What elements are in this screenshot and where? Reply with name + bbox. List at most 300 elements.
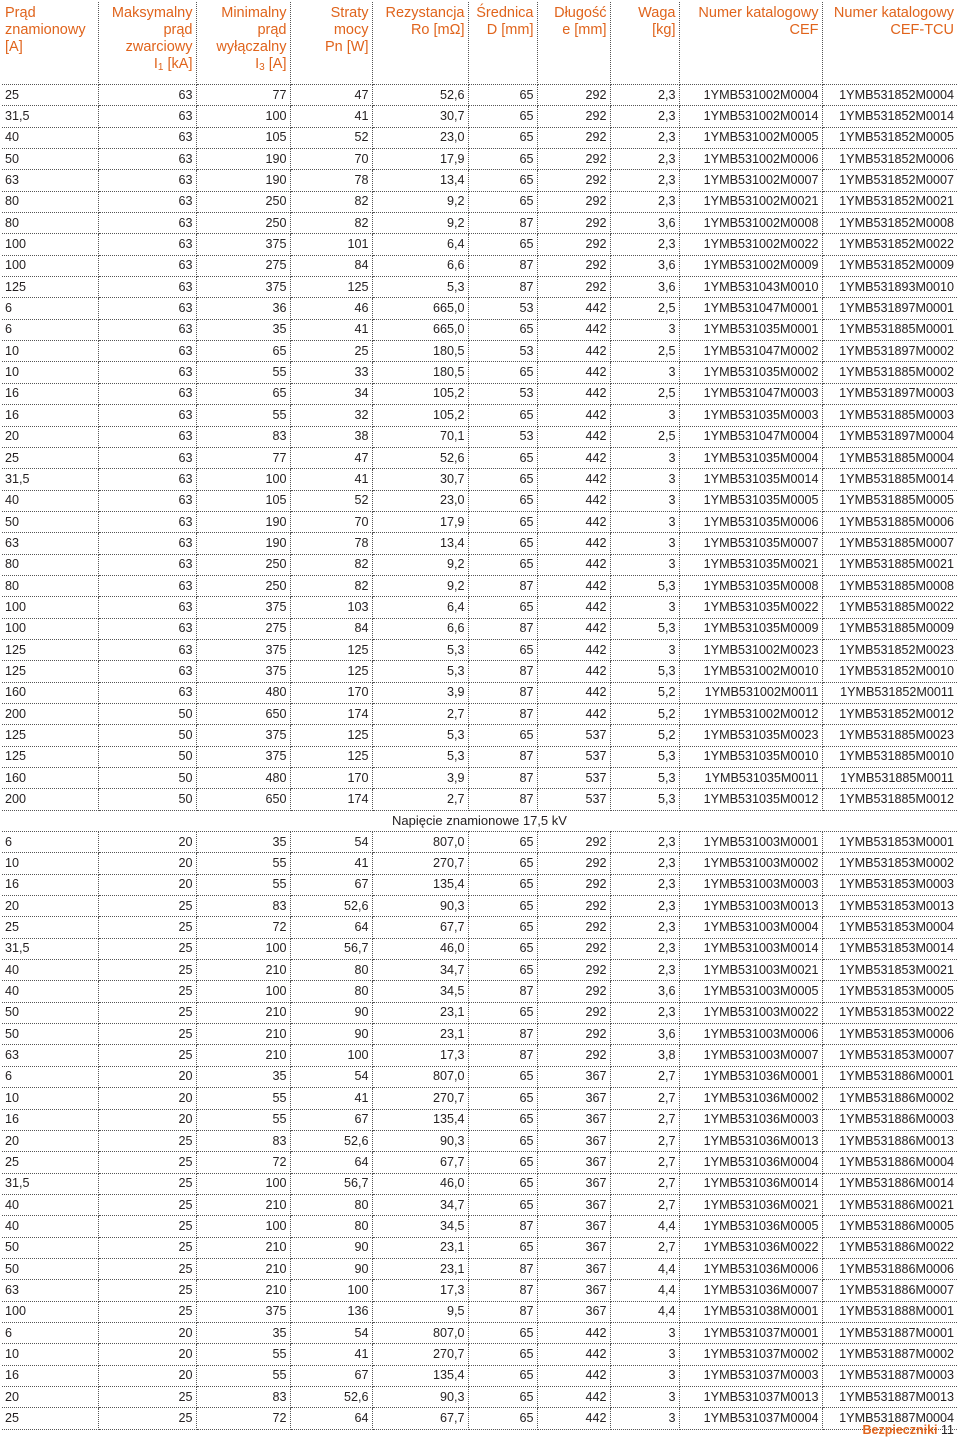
table-cell: 80 xyxy=(290,1216,372,1237)
table-row xyxy=(2,789,957,810)
table-cell: 1YMB531852M0009 xyxy=(822,255,957,276)
table-cell: 63 xyxy=(2,533,98,554)
table-cell: 3 xyxy=(610,533,679,554)
table-cell: 250 xyxy=(196,191,290,212)
table-cell: 83 xyxy=(196,1130,290,1151)
table-row xyxy=(2,106,957,127)
table-cell: 80 xyxy=(2,191,98,212)
table-cell: 64 xyxy=(290,1152,372,1173)
table-cell: 41 xyxy=(290,319,372,340)
table-cell: 3,6 xyxy=(610,213,679,234)
table-cell: 1YMB531852M0022 xyxy=(822,234,957,255)
table-cell: 3 xyxy=(610,405,679,426)
table-cell: 367 xyxy=(537,1109,610,1130)
table-cell: 9,2 xyxy=(372,191,468,212)
table-row xyxy=(2,725,957,746)
table-cell: 9,2 xyxy=(372,554,468,575)
table-cell: 1YMB531886M0014 xyxy=(822,1173,957,1194)
table-cell: 34,5 xyxy=(372,981,468,1002)
header-line: Pn [W] xyxy=(324,39,369,55)
table-cell: 5,3 xyxy=(372,746,468,767)
table-cell: 292 xyxy=(537,896,610,917)
table-cell: 5,3 xyxy=(372,661,468,682)
table-cell: 2,3 xyxy=(610,1002,679,1023)
table-cell: 1YMB531897M0001 xyxy=(822,298,957,319)
table-cell: 125 xyxy=(2,746,98,767)
table-cell: 30,7 xyxy=(372,106,468,127)
table-cell: 6,4 xyxy=(372,597,468,618)
table-cell: 1YMB531885M0009 xyxy=(822,618,957,639)
table-cell: 292 xyxy=(537,191,610,212)
table-cell: 80 xyxy=(2,554,98,575)
table-cell: 367 xyxy=(537,1216,610,1237)
table-cell: 442 xyxy=(537,618,610,639)
table-cell: 1YMB531037M0003 xyxy=(679,1365,822,1386)
table-cell: 6 xyxy=(2,832,98,853)
table-cell: 2,3 xyxy=(610,832,679,853)
table-cell: 270,7 xyxy=(372,853,468,874)
table-cell: 2,7 xyxy=(372,789,468,810)
table-cell: 9,5 xyxy=(372,1301,468,1322)
table-cell: 2,7 xyxy=(610,1109,679,1130)
table-cell: 65 xyxy=(196,383,290,404)
table-cell: 41 xyxy=(290,1088,372,1109)
table-cell: 65 xyxy=(468,853,537,874)
table-cell: 65 xyxy=(468,1088,537,1109)
table-cell: 40 xyxy=(2,1194,98,1215)
table-cell: 25 xyxy=(98,1152,196,1173)
table-row xyxy=(2,319,957,340)
table-cell: 50 xyxy=(2,1002,98,1023)
table-cell: 46,0 xyxy=(372,938,468,959)
table-cell: 1YMB531002M0023 xyxy=(679,639,822,660)
table-cell: 367 xyxy=(537,1301,610,1322)
table-cell: 292 xyxy=(537,277,610,298)
table-cell: 3 xyxy=(610,597,679,618)
table-cell: 1YMB531036M0003 xyxy=(679,1109,822,1130)
table-cell: 367 xyxy=(537,1237,610,1258)
table-cell: 56,7 xyxy=(290,938,372,959)
table-cell: 20 xyxy=(98,853,196,874)
table-cell: 87 xyxy=(468,213,537,234)
table-cell: 442 xyxy=(537,1365,610,1386)
table-cell: 1YMB531853M0006 xyxy=(822,1024,957,1045)
table-cell: 82 xyxy=(290,191,372,212)
table-cell: 3 xyxy=(610,1408,679,1429)
table-cell: 20 xyxy=(98,1109,196,1130)
column-header xyxy=(537,2,610,85)
table-cell: 65 xyxy=(468,554,537,575)
table-cell: 63 xyxy=(98,85,196,106)
table-row xyxy=(2,1344,957,1365)
table-cell: 105,2 xyxy=(372,405,468,426)
table-row xyxy=(2,447,957,468)
table-cell: 1YMB531853M0022 xyxy=(822,1002,957,1023)
table-row xyxy=(2,383,957,404)
header-line: [kg] xyxy=(652,22,676,38)
table-cell: 1YMB531003M0005 xyxy=(679,981,822,1002)
table-cell: 270,7 xyxy=(372,1088,468,1109)
table-cell: 5,3 xyxy=(372,277,468,298)
table-cell: 65 xyxy=(468,725,537,746)
table-cell: 87 xyxy=(468,768,537,789)
table-cell: 2,7 xyxy=(610,1237,679,1258)
table-cell: 6 xyxy=(2,319,98,340)
table-cell: 442 xyxy=(537,447,610,468)
table-cell: 1YMB531887M0002 xyxy=(822,1344,957,1365)
table-cell: 442 xyxy=(537,533,610,554)
table-cell: 3 xyxy=(610,1322,679,1343)
table-cell: 6 xyxy=(2,298,98,319)
table-row xyxy=(2,896,957,917)
table-cell: 63 xyxy=(98,405,196,426)
table-cell: 55 xyxy=(196,1088,290,1109)
table-cell: 63 xyxy=(98,618,196,639)
table-cell: 67,7 xyxy=(372,1408,468,1429)
table-cell: 100 xyxy=(2,1301,98,1322)
table-cell: 80 xyxy=(2,575,98,596)
table-row xyxy=(2,1109,957,1130)
table-cell: 537 xyxy=(537,789,610,810)
table-cell: 52,6 xyxy=(372,447,468,468)
table-cell: 292 xyxy=(537,234,610,255)
table-cell: 25 xyxy=(98,1408,196,1429)
table-cell: 5,2 xyxy=(610,725,679,746)
table-cell: 25 xyxy=(2,1152,98,1173)
table-cell: 1YMB531897M0002 xyxy=(822,341,957,362)
table-cell: 1YMB531036M0002 xyxy=(679,1088,822,1109)
table-cell: 1YMB531036M0013 xyxy=(679,1130,822,1151)
table-cell: 100 xyxy=(290,1280,372,1301)
table-cell: 80 xyxy=(290,1194,372,1215)
table-cell: 1YMB531035M0007 xyxy=(679,533,822,554)
table-cell: 16 xyxy=(2,874,98,895)
table-cell: 80 xyxy=(290,981,372,1002)
table-cell: 50 xyxy=(2,1237,98,1258)
table-row xyxy=(2,554,957,575)
table-cell: 77 xyxy=(196,85,290,106)
table-cell: 16 xyxy=(2,1109,98,1130)
header-line: wyłączalny xyxy=(216,39,287,55)
table-cell: 100 xyxy=(2,255,98,276)
table-cell: 180,5 xyxy=(372,362,468,383)
table-cell: 70,1 xyxy=(372,426,468,447)
header-line: Straty xyxy=(330,5,369,21)
table-cell: 135,4 xyxy=(372,1365,468,1386)
table-cell: 442 xyxy=(537,319,610,340)
fuse-spec-table xyxy=(2,2,957,1430)
table-cell: 367 xyxy=(537,1130,610,1151)
table-row xyxy=(2,1237,957,1258)
table-cell: 3,9 xyxy=(372,682,468,703)
table-cell: 6,6 xyxy=(372,618,468,639)
table-cell: 292 xyxy=(537,917,610,938)
table-cell: 31,5 xyxy=(2,106,98,127)
table-cell: 41 xyxy=(290,469,372,490)
table-cell: 41 xyxy=(290,853,372,874)
table-cell: 25 xyxy=(98,1024,196,1045)
table-cell: 2,3 xyxy=(610,85,679,106)
table-cell: 537 xyxy=(537,768,610,789)
table-cell: 292 xyxy=(537,1002,610,1023)
table-cell: 125 xyxy=(2,639,98,660)
table-cell: 25 xyxy=(98,1002,196,1023)
table-cell: 9,2 xyxy=(372,213,468,234)
table-cell: 2,3 xyxy=(610,170,679,191)
table-cell: 64 xyxy=(290,1408,372,1429)
table-cell: 1YMB531853M0021 xyxy=(822,960,957,981)
table-row xyxy=(2,1408,957,1429)
table-cell: 63 xyxy=(98,213,196,234)
table-cell: 3,6 xyxy=(610,981,679,1002)
table-cell: 1YMB531886M0022 xyxy=(822,1237,957,1258)
table-cell: 84 xyxy=(290,255,372,276)
table-cell: 1YMB531035M0003 xyxy=(679,405,822,426)
table-cell: 1YMB531035M0021 xyxy=(679,554,822,575)
table-cell: 1YMB531037M0004 xyxy=(679,1408,822,1429)
table-row xyxy=(2,277,957,298)
table-cell: 1YMB531852M0007 xyxy=(822,170,957,191)
table-cell: 292 xyxy=(537,255,610,276)
table-cell: 35 xyxy=(196,1322,290,1343)
table-cell: 63 xyxy=(98,319,196,340)
table-cell: 63 xyxy=(98,533,196,554)
table-cell: 20 xyxy=(2,426,98,447)
table-row xyxy=(2,618,957,639)
table-cell: 83 xyxy=(196,896,290,917)
table-cell: 1YMB531036M0021 xyxy=(679,1194,822,1215)
table-cell: 1YMB531886M0007 xyxy=(822,1280,957,1301)
column-header xyxy=(610,2,679,85)
table-cell: 41 xyxy=(290,106,372,127)
table-cell: 100 xyxy=(2,618,98,639)
header-symbol: I xyxy=(153,56,158,72)
table-cell: 25 xyxy=(98,1301,196,1322)
table-cell: 1YMB531003M0013 xyxy=(679,896,822,917)
table-cell: 103 xyxy=(290,597,372,618)
table-cell: 2,3 xyxy=(610,127,679,148)
table-cell: 90 xyxy=(290,1237,372,1258)
table-cell: 63 xyxy=(98,426,196,447)
table-cell: 367 xyxy=(537,1088,610,1109)
table-cell: 20 xyxy=(2,1130,98,1151)
table-row xyxy=(2,511,957,532)
table-cell: 70 xyxy=(290,149,372,170)
table-cell: 20 xyxy=(98,1066,196,1087)
page-number: 11 xyxy=(941,1423,954,1437)
table-cell: 63 xyxy=(98,639,196,660)
table-cell: 1YMB531003M0001 xyxy=(679,832,822,853)
table-cell: 1YMB531003M0006 xyxy=(679,1024,822,1045)
table-row xyxy=(2,127,957,148)
table-cell: 170 xyxy=(290,682,372,703)
table-row xyxy=(2,1152,957,1173)
table-cell: 55 xyxy=(196,362,290,383)
table-cell: 1YMB531852M0010 xyxy=(822,661,957,682)
table-cell: 2,5 xyxy=(610,383,679,404)
table-cell: 210 xyxy=(196,1258,290,1279)
table-cell: 5,3 xyxy=(610,746,679,767)
table-cell: 1YMB531886M0002 xyxy=(822,1088,957,1109)
table-cell: 1YMB531885M0005 xyxy=(822,490,957,511)
table-cell: 210 xyxy=(196,1194,290,1215)
table-cell: 1YMB531852M0004 xyxy=(822,85,957,106)
header-line: Prąd xyxy=(5,5,36,21)
table-row xyxy=(2,298,957,319)
table-cell: 1YMB531002M0006 xyxy=(679,149,822,170)
table-cell: 65 xyxy=(468,511,537,532)
table-cell: 20 xyxy=(98,874,196,895)
table-cell: 63 xyxy=(98,149,196,170)
table-cell: 87 xyxy=(468,575,537,596)
table-cell: 270,7 xyxy=(372,1344,468,1365)
table-cell: 25 xyxy=(98,960,196,981)
table-row xyxy=(2,661,957,682)
table-row xyxy=(2,170,957,191)
table-cell: 1YMB531035M0014 xyxy=(679,469,822,490)
table-cell: 1YMB531036M0007 xyxy=(679,1280,822,1301)
table-cell: 125 xyxy=(2,725,98,746)
table-cell: 1YMB531002M0008 xyxy=(679,213,822,234)
table-cell: 54 xyxy=(290,1322,372,1343)
table-cell: 40 xyxy=(2,981,98,1002)
table-cell: 63 xyxy=(98,597,196,618)
table-cell: 63 xyxy=(98,191,196,212)
table-cell: 275 xyxy=(196,618,290,639)
table-cell: 1YMB531897M0003 xyxy=(822,383,957,404)
table-cell: 35 xyxy=(196,832,290,853)
table-cell: 35 xyxy=(196,319,290,340)
table-cell: 31,5 xyxy=(2,938,98,959)
table-cell: 65 xyxy=(468,896,537,917)
table-cell: 17,9 xyxy=(372,149,468,170)
table-cell: 1YMB531852M0014 xyxy=(822,106,957,127)
table-cell: 1YMB531035M0012 xyxy=(679,789,822,810)
table-cell: 20 xyxy=(98,1088,196,1109)
table-cell: 25 xyxy=(98,917,196,938)
table-cell: 125 xyxy=(290,725,372,746)
table-cell: 52 xyxy=(290,490,372,511)
table-row xyxy=(2,1045,957,1066)
table-row xyxy=(2,703,957,724)
table-cell: 375 xyxy=(196,234,290,255)
table-cell: 3,6 xyxy=(610,277,679,298)
table-cell: 2,3 xyxy=(610,106,679,127)
table-cell: 135,4 xyxy=(372,874,468,895)
table-cell: 16 xyxy=(2,405,98,426)
table-cell: 4,4 xyxy=(610,1216,679,1237)
table-cell: 100 xyxy=(2,234,98,255)
table-row xyxy=(2,1216,957,1237)
table-cell: 54 xyxy=(290,832,372,853)
table-cell: 63 xyxy=(2,1280,98,1301)
table-row xyxy=(2,1024,957,1045)
table-cell: 5,3 xyxy=(372,639,468,660)
table-row xyxy=(2,405,957,426)
section-label: Napięcie znamionowe 17,5 kV xyxy=(2,810,957,831)
table-cell: 36 xyxy=(196,298,290,319)
table-cell: 6,6 xyxy=(372,255,468,276)
table-cell: 63 xyxy=(98,682,196,703)
table-cell: 1YMB531036M0001 xyxy=(679,1066,822,1087)
table-cell: 1YMB531853M0004 xyxy=(822,917,957,938)
table-cell: 87 xyxy=(468,277,537,298)
table-row xyxy=(2,1386,957,1407)
table-cell: 65 xyxy=(468,639,537,660)
table-cell: 375 xyxy=(196,725,290,746)
table-cell: 65 xyxy=(468,106,537,127)
column-header xyxy=(98,2,196,85)
table-cell: 84 xyxy=(290,618,372,639)
table-cell: 210 xyxy=(196,1024,290,1045)
table-cell: 3 xyxy=(610,1365,679,1386)
header-subscript: 1 xyxy=(157,62,164,73)
table-cell: 20 xyxy=(98,1365,196,1386)
header-unit: [A] xyxy=(264,56,287,72)
table-cell: 65 xyxy=(468,490,537,511)
table-cell: 250 xyxy=(196,554,290,575)
table-cell: 1YMB531885M0007 xyxy=(822,533,957,554)
table-cell: 87 xyxy=(468,255,537,276)
table-cell: 5,2 xyxy=(610,682,679,703)
header-line: Ro [mΩ] xyxy=(410,22,465,38)
table-cell: 65 xyxy=(468,1344,537,1365)
table-cell: 1YMB531035M0001 xyxy=(679,319,822,340)
table-cell: 125 xyxy=(290,661,372,682)
table-cell: 65 xyxy=(468,832,537,853)
table-cell: 1YMB531035M0022 xyxy=(679,597,822,618)
table-cell: 190 xyxy=(196,533,290,554)
table-cell: 200 xyxy=(2,789,98,810)
table-cell: 1YMB531853M0001 xyxy=(822,832,957,853)
footer-title: Bezpieczniki xyxy=(862,1423,938,1437)
table-row xyxy=(2,1130,957,1151)
table-cell: 65 xyxy=(468,362,537,383)
table-cell: 34,5 xyxy=(372,1216,468,1237)
table-cell: 2,7 xyxy=(610,1130,679,1151)
table-cell: 25 xyxy=(2,1408,98,1429)
table-cell: 65 xyxy=(468,874,537,895)
table-cell: 65 xyxy=(468,1408,537,1429)
table-cell: 442 xyxy=(537,469,610,490)
table-cell: 33 xyxy=(290,362,372,383)
table-cell: 200 xyxy=(2,703,98,724)
table-cell: 53 xyxy=(468,341,537,362)
table-cell: 63 xyxy=(98,490,196,511)
table-cell: 65 xyxy=(196,341,290,362)
table-cell: 1YMB531037M0013 xyxy=(679,1386,822,1407)
table-cell: 78 xyxy=(290,533,372,554)
table-cell: 1YMB531887M0013 xyxy=(822,1386,957,1407)
table-cell: 63 xyxy=(98,298,196,319)
table-cell: 442 xyxy=(537,554,610,575)
table-cell: 40 xyxy=(2,1216,98,1237)
table-cell: 1YMB531035M0004 xyxy=(679,447,822,468)
header-line: Waga xyxy=(638,5,676,21)
table-cell: 292 xyxy=(537,170,610,191)
table-cell: 2,5 xyxy=(610,298,679,319)
table-cell: 1YMB531887M0004 xyxy=(822,1408,957,1429)
table-cell: 65 xyxy=(468,149,537,170)
table-cell: 1YMB531853M0013 xyxy=(822,896,957,917)
table-row xyxy=(2,768,957,789)
header-line: D [mm] xyxy=(486,22,534,38)
table-cell: 1YMB531002M0010 xyxy=(679,661,822,682)
header-line: Minimalny xyxy=(221,5,287,21)
table-cell: 53 xyxy=(468,426,537,447)
table-cell: 38 xyxy=(290,426,372,447)
table-cell: 101 xyxy=(290,234,372,255)
